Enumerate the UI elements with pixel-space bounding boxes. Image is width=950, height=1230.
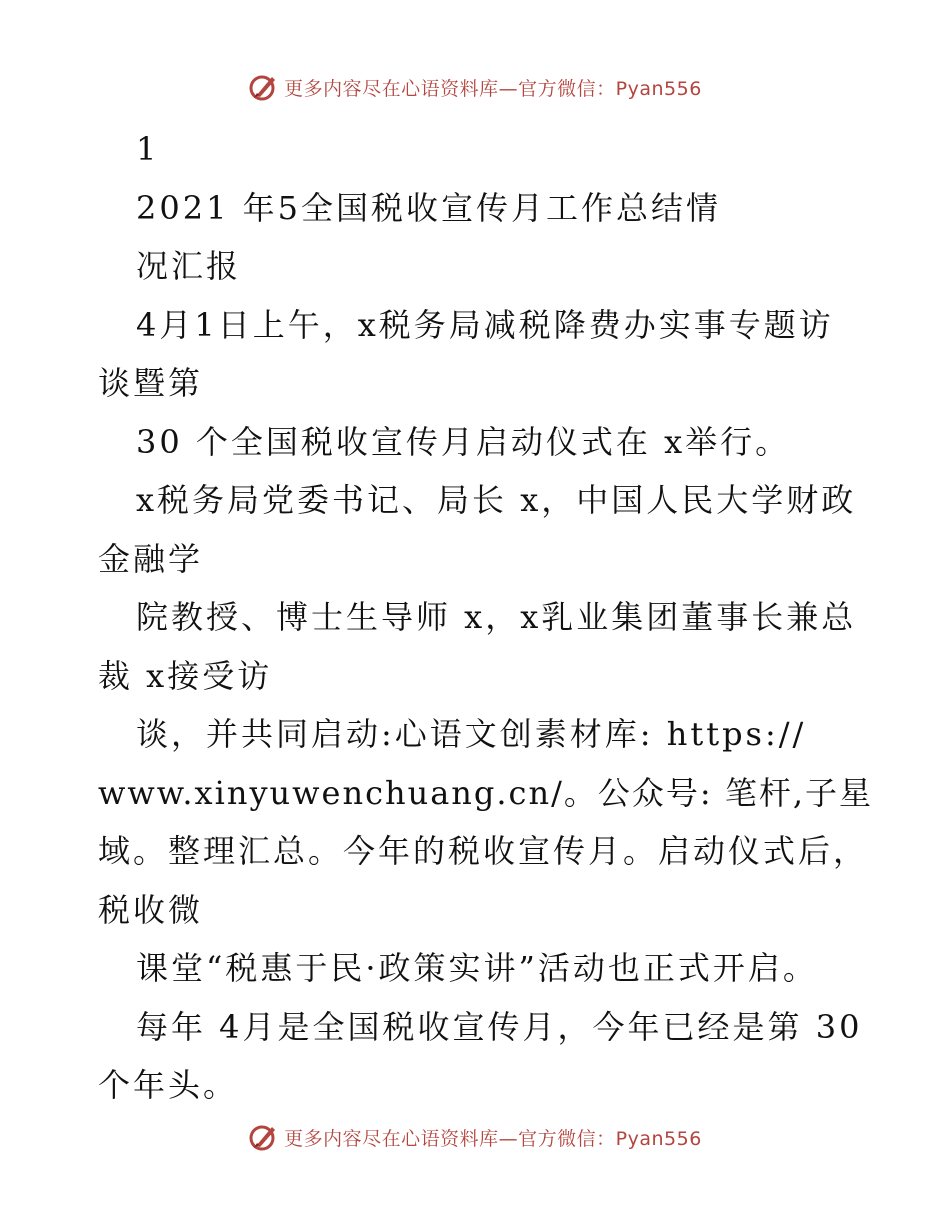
paragraph-line: www.xinyuwenchuang.cn/。公众号: 笔杆,子星 (98, 773, 873, 812)
paragraph-line: 4月1日上午，x税务局减税降费办实事专题访 (136, 305, 834, 344)
document-title-line-1: 2021 年5全国税收宣传月工作总结情 (136, 188, 721, 227)
quill-pen-logo-icon (248, 72, 278, 102)
paragraph-line: 谈，并共同启动:心语文创素材库: https:// (136, 715, 807, 753)
quill-pen-logo-icon (248, 1122, 278, 1152)
watermark-text: 更多内容尽在心语资料库—官方微信：Pyan556 (284, 77, 702, 100)
paragraph-line: 课堂“税惠于民·政策实讲”活动也正式开启。 (136, 949, 818, 987)
header-watermark (0, 72, 950, 102)
document-body (98, 120, 873, 1115)
paragraph-line: 税收微 (98, 890, 204, 929)
paragraph-line: 每年 4月是全国税收宣传月，今年已经是第 30 (136, 1007, 863, 1046)
watermark-text: 更多内容尽在心语资料库—官方微信：Pyan556 (284, 1127, 702, 1150)
paragraph-line: 谈暨第 (98, 364, 204, 402)
paragraph-line: 金融学 (98, 539, 204, 578)
paragraph-line: 域。整理汇总。今年的税收宣传月。启动仪式后， (98, 832, 869, 870)
paragraph-line: x税务局党委书记、局长 x，中国人民大学财政 (136, 481, 857, 519)
paragraph-line: 30 个全国税收宣传月启动仪式在 x举行。 (136, 422, 791, 461)
footer-watermark (0, 1122, 950, 1152)
document-title-line-2: 况汇报 (136, 247, 242, 285)
paragraph-line: 个年头。 (98, 1066, 239, 1104)
paragraph-line: 院教授、博士生导师 x，x乳业集团董事长兼总 (136, 598, 857, 636)
page-number: 1 (136, 130, 160, 168)
paragraph-line: 裁 x接受访 (98, 656, 273, 695)
